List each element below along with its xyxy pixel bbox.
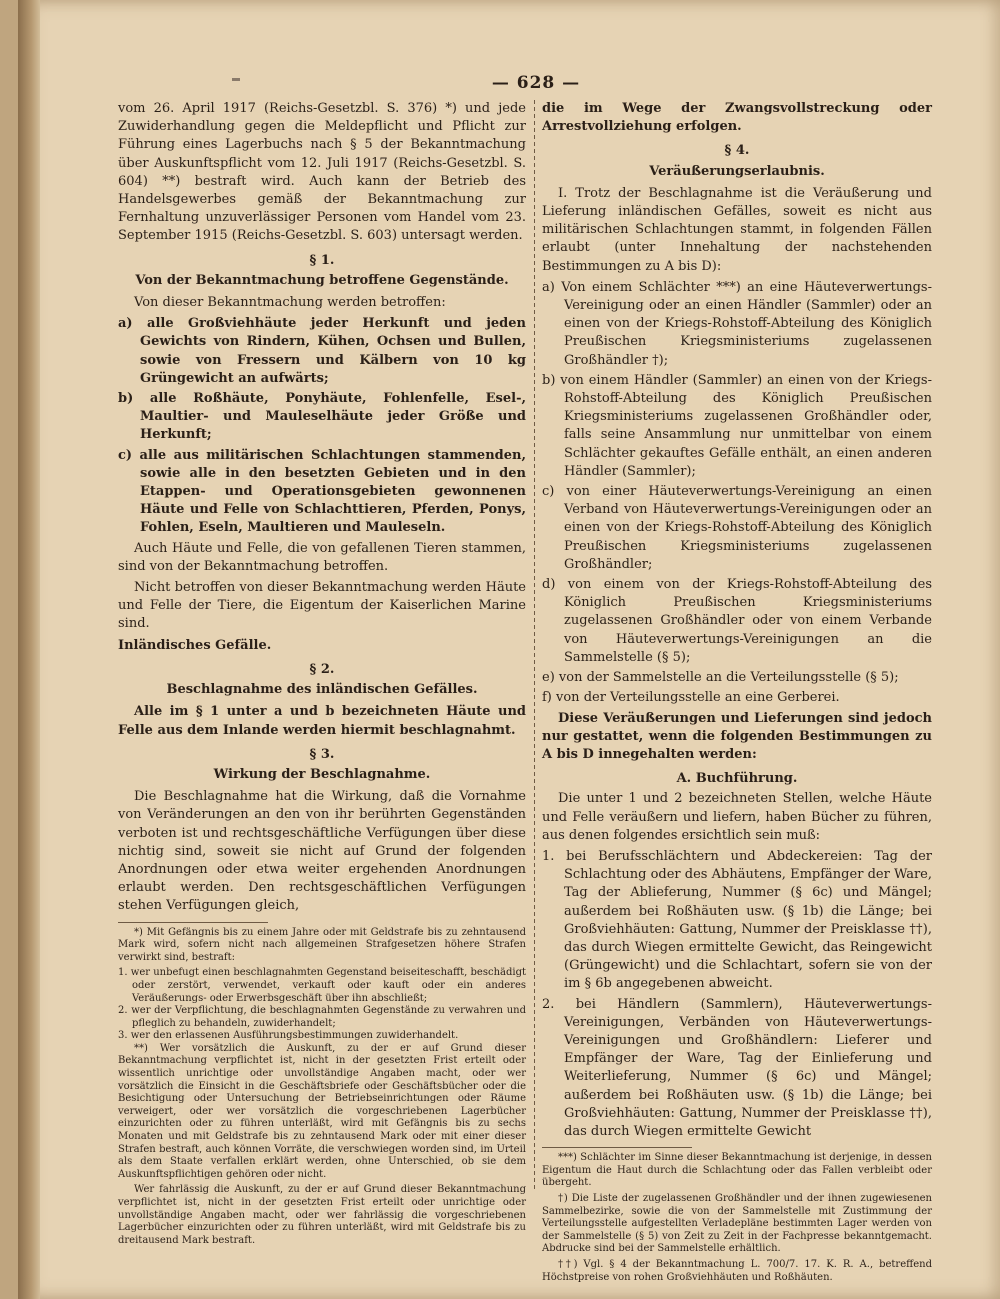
- footnote-1: *) Mit Gefängnis bis zu einem Jahre oder mit Geldstrafe bis zu zehntausend Mark wird, sofern nicht nach allgemeinen Strafgesetzen höhere Strafen verwirkt sind, bestraft:: [118, 926, 526, 963]
- subsection-a-lead: Die unter 1 und 2 bezeichneten Stellen, welche Häute und Felle veräußern und liefern, haben Bücher zu führen, aus denen folgendes ersichtlich sein muß:: [542, 791, 932, 843]
- section-3-text: Die Beschlagnahme hat die Wirkung, daß die Vornahme von Veränderungen an den von ihr berührten Gegenständen verboten ist und rechtsgeschäftliche Verfügungen über diese nichtig sind, soweit sie nicht auf Grund der folgenden Anordnungen oder etwa weiter ergehenden Anordnungen erlaubt werden. Den rechtsgeschäftlichen Verfügungen stehen Verfügungen gleich,: [118, 789, 526, 914]
- footnote-1-item-1: 1. wer unbefugt einen beschlagnahmten Gegenstand beiseiteschafft, beschädigt oder zerstört, verwendet, verkauft oder kauft oder ein anderes Veräußerungs- oder Erwerbsgeschäft über ihn abschließt;: [118, 967, 526, 1004]
- right-column: [542, 100, 932, 1283]
- section-4-title: Veräußerungserlaubnis.: [649, 163, 825, 179]
- left-column: [118, 100, 526, 1246]
- inland-heading: Inländisches Gefälle.: [118, 637, 272, 653]
- footnote-rule-right: [542, 1147, 692, 1148]
- subsection-a-item-1: 1. bei Berufsschlächtern und Abdeckereien: Tag der Schlachtung oder des Abhäutens, Empfänger der Ware, Tag der Ablieferung, Nummer (§ 6c) und Mängel; außerdem bei Roßhäuten usw. (§ 1b) die Länge; bei Großviehhäuten: Gattung, Nummer der Preisklasse ††), das durch Wiegen ermittelte Gewicht, das Reingewicht (Grüngewicht) und die Schlachtart, sofern sie von der im § 6b angegebenen abweicht.: [542, 848, 932, 992]
- footnote-2: **) Wer vorsätzlich die Auskunft, zu der er auf Grund dieser Bekanntmachung verpflichtet ist, nicht in der gesetzten Frist erteilt oder wissentlich unrichtige oder unvollständige Angaben macht, oder wer vorsätzlich die Einsicht in die Geschäftsbriefe oder Geschäftsbücher oder die Besichtigung oder Untersuchung der Betriebseinrichtungen oder Räume verweigert, oder wer vorsätzlich die vorgeschriebenen Lagerbücher einzurichten oder zu führen unterläßt, wird mit Gefängnis bis zu sechs Monaten und mit Geldstrafe bis zu zehntausend Mark oder mit einer dieser Strafen bestraft, auch können Vorräte, die verschwiegen worden sind, im Urteil als dem Staate verfallen erklärt werden, ohne Unterschied, ob sie dem Auskunftspflichtigen gehören oder nicht.: [118, 1042, 526, 1180]
- section-4-text: I. Trotz der Beschlagnahme ist die Veräußerung und Lieferung inländischen Gefälles, soweit es nicht aus militärischen Schlachtungen stammt, in folgenden Fällen erlaubt (unter Innehaltung der nachstehenden Bestimmungen zu A bis D):: [542, 185, 932, 274]
- section-1-number: § 1.: [309, 252, 335, 268]
- section-4-number: § 4.: [724, 143, 750, 159]
- page-number: — 628 —: [491, 73, 581, 93]
- section-2-title: Beschlagnahme des inländischen Gefälles.: [166, 682, 478, 698]
- book-binding: [18, 0, 40, 1299]
- ink-mark: [232, 78, 240, 81]
- section-4-item-b: b) von einem Händler (Sammler) an einen von der Kriegs-Rohstoff-Abteilung des Königlich Preußischen Kriegsministeriums zugelassenen Großhändler oder, falls seine Ansammlung nur unmittelbar von einem Schlächter gekauftes Gefälle enthält, an einen anderen Händler (Sammler);: [542, 372, 932, 479]
- section-1-item-c: c) alle aus militärischen Schlachtungen stammenden, sowie alle in den besetzten Gebieten und in den Etappen- und Operationsgebieten gewonnenen Häute und Felle von Schlachttieren, Pferden, Ponys, Fohlen, Eseln, Maultieren und Mauleseln.: [118, 447, 526, 536]
- section-2-number: § 2.: [309, 661, 335, 677]
- section-3-number: § 3.: [309, 746, 335, 762]
- section-4-item-c: c) von einer Häuteverwertungs-Vereinigung an einen Verband von Häuteverwertungs-Vereinigungen oder an einen von der Kriegs-Rohstoff-Abteilung des Königlich Preußischen Kriegsministeriums zugelassenen Großhändler;: [542, 484, 932, 572]
- section-1-lead: Von dieser Bekanntmachung werden betroffen:: [134, 295, 446, 311]
- footnote-3: ***) Schlächter im Sinne dieser Bekanntmachung ist derjenige, in dessen Eigentum die Haut durch die Schlachtung oder das Fallen verbleibt oder übergeht.: [542, 1152, 932, 1189]
- section-4-item-d: d) von einem von der Kriegs-Rohstoff-Abteilung des Königlich Preußischen Kriegsministeriums zugelassenen Großhändler oder von einem Verbande von Häuteverwertungs-Vereinigungen an die Sammelstelle (§ 5);: [542, 577, 932, 665]
- footnote-1-item-2: 2. wer der Verpflichtung, die beschlagnahmten Gegenstände zu verwahren und pfleglich zu behandeln, zuwiderhandelt;: [118, 1005, 526, 1029]
- section-1-item-a: a) alle Großviehhäute jeder Herkunft und jeden Gewichts von Rindern, Kühen, Ochsen und Bullen, sowie von Fressern und Kälbern von 10 kg Grüngewicht an aufwärts;: [118, 316, 526, 386]
- section-4-item-f: f) von der Verteilungsstelle an eine Gerberei.: [542, 690, 840, 706]
- section-1-paragraph-3: Nicht betroffen von dieser Bekanntmachung werden Häute und Felle der Tiere, die Eigentum der Kaiserlichen Marine sind.: [118, 580, 526, 632]
- section-4-paragraph-2: Diese Veräußerungen und Lieferungen sind jedoch nur gestattet, wenn die folgenden Bestimmungen zu A bis D innegehalten werden:: [542, 710, 932, 762]
- section-4-item-a: a) Von einem Schlächter ***) an eine Häuteverwertungs-Vereinigung oder an einen Händler (Sammler) oder an einen von der Kriegs-Rohstoff-Abteilung des Königlich Preußischen Kriegsministeriums zugelassenen Großhändler †);: [542, 279, 932, 368]
- column-divider: [534, 100, 535, 1190]
- footnote-rule: [118, 922, 268, 923]
- subsection-a-title: A. Buchführung.: [676, 771, 798, 787]
- intro-paragraph: vom 26. April 1917 (Reichs-Gesetzbl. S. 376) *) und jede Zuwiderhandlung gegen die Meldepflicht und Pflicht zur Führung eines Lagerbuchs nach § 5 der Bekanntmachung über Auskunftspflicht vom 12. Juli 1917 (Reichs-Gesetzbl. S. 604) **) bestraft wird. Auch kann der Betrieb des Handelsgewerbes gemäß der Bekanntmachung zur Fernhaltung unzuverlässiger Personen vom Handel vom 23. September 1915 (Reichs-Gesetzbl. S. 603) untersagt werden.: [118, 101, 526, 244]
- section-1-title: Von der Bekanntmachung betroffene Gegenstände.: [135, 272, 509, 288]
- subsection-a-item-2: 2. bei Händlern (Sammlern), Häuteverwertungs-Vereinigungen, Verbänden von Häuteverwertungs-Vereinigungen und Großhändlern: Lieferer und Empfänger der Ware, Tag der Einlieferung und Weiterlieferung, Nummer (§ 6c) und Mängel; außerdem bei Roßhäuten usw. (§ 1b) die Länge; bei Großviehhäuten: Gattung, Nummer der Preisklasse ††), das durch Wiegen ermittelte Gewicht: [542, 996, 932, 1139]
- section-1-paragraph-2: Auch Häute und Felle, die von gefallenen Tieren stammen, sind von der Bekanntmachung betroffen.: [118, 540, 526, 574]
- section-3-title: Wirkung der Beschlagnahme.: [213, 766, 431, 782]
- footnote-2b: Wer fahrlässig die Auskunft, zu der er auf Grund dieser Bekanntmachung verpflichtet ist, nicht in der gesetzten Frist erteilt oder unrichtige oder unvollständige Angaben macht, oder wer fahrlässig die vorgeschriebenen Lagerbücher einzurichten oder zu führen unterläßt, wird mit Geldstrafe bis zu dreitausend Mark bestraft.: [118, 1184, 526, 1246]
- section-4-item-e: e) von der Sammelstelle an die Verteilungsstelle (§ 5);: [542, 670, 899, 686]
- continuation-text: die im Wege der Zwangsvollstreckung oder Arrestvollziehung erfolgen.: [542, 101, 932, 135]
- section-2-text: Alle im § 1 unter a und b bezeichneten Häute und Felle aus dem Inlande werden hiermit beschlagnahmt.: [118, 704, 526, 738]
- section-1-item-b: b) alle Roßhäute, Ponyhäute, Fohlenfelle, Esel-, Maultier- und Mauleselhäute jeder Größe und Herkunft;: [118, 391, 526, 443]
- footnote-5: ††) Vgl. § 4 der Bekanntmachung L. 700/7. 17. K. R. A., betreffend Höchstpreise von rohen Großviehhäuten und Roßhäuten.: [542, 1258, 932, 1283]
- footnote-1-item-3: 3. wer den erlassenen Ausführungsbestimmungen zuwiderhandelt.: [118, 1030, 459, 1042]
- footnote-4: †) Die Liste der zugelassenen Großhändler und der ihnen zugewiesenen Sammelbezirke, sowie die von der Sammelstelle mit Zustimmung der Verteilungsstelle aufgestellten Verladepläne bestimmten Lager werden von der Sammelstelle (§ 5) von Zeit zu Zeit in der Fachpresse bekanntgemacht. Abdrucke sind bei der Sammelstelle erhältlich.: [542, 1192, 932, 1255]
